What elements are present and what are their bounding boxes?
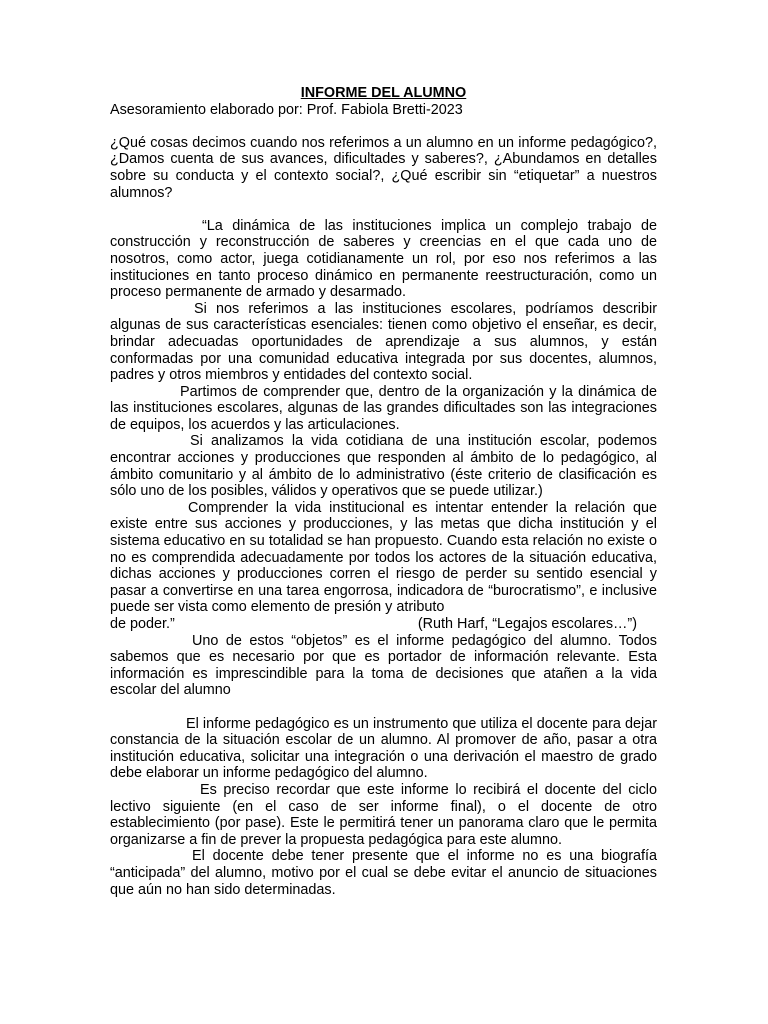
quote-paragraph-4: Si analizamos la vida cotidiana de una institución escolar, podemos encontrar acciones y producciones que responden al ámbito de lo pedagógico, al ámbito comunitario y al ámbito de lo administrativo (éste criterio de clasificación es sólo uno de los posibles, válidos y operativos que se puede utilizar.) [110, 433, 657, 500]
quote-closing-line [110, 616, 657, 633]
document-body [110, 85, 657, 898]
objects-paragraph: Uno de estos “objetos” es el informe pedagógico del alumno. Todos sabemos que es necesario por que es portador de información relevante. Esta información es imprescindible para la toma de decisiones que atañen a la vida escolar del alumno [110, 632, 657, 699]
instrument-paragraph: El informe pedagógico es un instrumento que utiliza el docente para dejar constancia de la situación escolar de un alumno. Al promover de año, pasar a otra institución educativa, solicitar una integración o una derivación el maestro de grado debe elaborar un informe pedagógico del alumno. [110, 715, 657, 782]
document-title: INFORME DEL ALUMNO [300, 85, 467, 101]
quote-paragraph-1: “La dinámica de las instituciones implica un complejo trabajo de construcción y reconstrucción de saberes y creencias en el que cada uno de nosotros, como actor, juega cotidianamente un rol, por eso nos referimos a las instituciones en tanto proceso dinámico en permanente reestructuración, como un proceso permanente de armado y desarmado. [110, 217, 657, 301]
quote-paragraph-3: Partimos de comprender que, dentro de la organización y la dinámica de las instituciones escolares, algunas de las grandes dificultades son las integraciones de equipos, los acuerdos y las articulaciones. [110, 383, 657, 433]
intro-paragraph: ¿Qué cosas decimos cuando nos referimos a un alumno en un informe pedagógico?, ¿Damos cuenta de sus avances, dificultades y saberes?, ¿Abundamos en detalles sobre su conducta y el contexto social?, ¿Qué escribir sin “etiquetar” a nuestros alumnos? [110, 134, 657, 201]
reminder-paragraph: Es preciso recordar que este informe lo recibirá el docente del ciclo lectivo siguiente (en el caso de ser informe final), o el docente de otro establecimiento (por pase). Este le permitirá tener un panorama claro que le permita organizarse a fin de prever la propuesta pedagógica para este alumno. [110, 781, 657, 848]
biography-paragraph: El docente debe tener presente que el informe no es una biografía “anticipada” del alumno, motivo por el cual se debe evitar el anuncio de situaciones que aún no han sido determinadas. [110, 848, 657, 898]
quote-ending: de poder.” [110, 616, 175, 632]
document-subtitle: Asesoramiento elaborado por: Prof. Fabiola Bretti-2023 [110, 101, 463, 118]
quote-paragraph-2: Si nos referimos a las instituciones escolares, podríamos describir algunas de sus características esenciales: tienen como objetivo el enseñar, es decir, brindar adecuadas oportunidades de aprendizaje a sus alumnos, y están conformadas por una comunidad educativa integrada por sus docentes, alumnos, padres y otros miembros y entidades del contexto social. [110, 300, 657, 384]
quote-paragraph-5: Comprender la vida institucional es intentar entender la relación que existe entre sus acciones y producciones, y las metas que dicha institución y el sistema educativo en su totalidad se han propuesto. Cuando esta relación no existe o no es comprendida adecuadamente por todos los actores de la situación educativa, dichas acciones y producciones corren el riesgo de perder su sentido esencial y pasar a convertirse en una tarea engorrosa, indicadora de “burocratismo”, e inclusive puede ser vista como elemento de presión y atributo [110, 499, 657, 616]
quote-citation: (Ruth Harf, “Legajos escolares…”) [417, 616, 637, 632]
